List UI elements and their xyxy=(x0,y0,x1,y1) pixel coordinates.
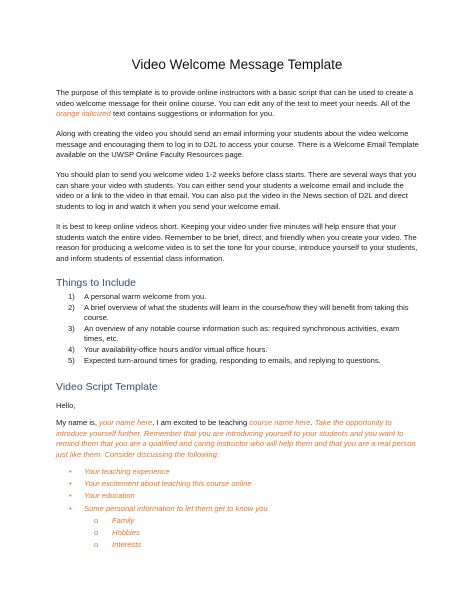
item-text: A brief overview of what the students will learn in the course/how they will benefit from taking this course. xyxy=(84,302,409,323)
page-title: Video Welcome Message Template xyxy=(131,57,343,72)
item-number: 5) xyxy=(68,355,75,365)
list-item xyxy=(56,324,420,345)
item-number: 3) xyxy=(68,323,75,333)
script-text-1: My name is, xyxy=(56,418,100,427)
item-text: Your teaching experience xyxy=(84,467,170,476)
item-text: Your education xyxy=(84,491,135,501)
item-text: Your excitement about teaching this course online xyxy=(84,479,252,489)
list-item xyxy=(56,356,420,367)
hello-line: Hello, xyxy=(56,401,76,410)
item-number: 4) xyxy=(68,344,75,354)
bullet-icon: • xyxy=(69,503,72,513)
list-item xyxy=(56,292,420,303)
intro-highlight: orange italicized xyxy=(56,109,111,119)
list-item xyxy=(56,466,420,478)
script-text-3: . xyxy=(310,418,315,427)
list-item xyxy=(84,527,420,539)
item-text: An overview of any notable course information such as: required synchronous activities, exam times, etc. xyxy=(84,323,400,344)
bullet-icon: • xyxy=(69,479,72,489)
list-item xyxy=(56,345,420,356)
item-text: Interests xyxy=(112,540,142,550)
list-item xyxy=(84,539,420,551)
course-placeholder: course name here xyxy=(249,418,311,427)
item-text: Expected turn-around times for grading, responding to emails, and replying to questions. xyxy=(84,355,381,365)
intro-paragraph xyxy=(56,88,420,120)
item-text: Hobbies xyxy=(112,528,140,538)
script-advice: Take the opportunity to introduce yourself further. Remember that you are introducing yourself to your students and you want to remind them that you are a qualified and caring instructor who will help them and that you are a real person just like them. Consider discussing the following: xyxy=(56,418,416,459)
length-paragraph: It is best to keep online videos short. Keeping your video under five minutes will help ensure that your students watch the entire video. Remember to be brief, direct, and friendly when you create your video. The reason for producing a welcome video is to set the tone for your course, introduce yourself to your students, and inform students of essential class information. xyxy=(56,222,418,263)
bullet-icon: • xyxy=(69,467,72,476)
item-text: Some personal information to let them get to know you xyxy=(84,503,268,513)
personal-info-sublist xyxy=(84,515,420,552)
script-text-2: , I am excited to be teaching xyxy=(152,418,250,427)
list-item xyxy=(56,303,420,324)
script-heading: Video Script Template xyxy=(56,381,158,393)
sharing-paragraph: You should plan to send you welcome video 1-2 weeks before class starts. There are several ways that you can share your video with students. You can either send your students a welcome email and include the video or a link to the video in that email. You can also put the video in the News section of D2L and direct students to log in and watch it when you send your welcome email. xyxy=(56,170,417,211)
intro-text-1: The purpose of this template is to provide online instructors with a basic script that can be used to create a video welcome message for their online course. You can edit any of the text to meet your needs. All of the xyxy=(56,88,414,108)
suggestions-list xyxy=(56,466,420,551)
script-paragraph xyxy=(56,418,420,460)
bullet-icon: • xyxy=(69,491,72,501)
item-number: 2) xyxy=(68,302,75,312)
item-number: 1) xyxy=(68,292,75,301)
sub-bullet-icon: o xyxy=(94,528,99,538)
things-list xyxy=(56,292,420,366)
item-text: A personal warm welcome from you. xyxy=(84,292,207,301)
list-item xyxy=(56,478,420,490)
things-heading: Things to Include xyxy=(56,277,136,289)
intro-text-2: text contains suggestions or information for you. xyxy=(110,109,275,119)
list-item xyxy=(56,503,420,552)
item-text: Family xyxy=(112,515,135,525)
list-item xyxy=(84,515,420,527)
list-item xyxy=(56,490,420,502)
sub-bullet-icon: o xyxy=(94,515,99,525)
name-placeholder: your name here xyxy=(99,418,153,427)
item-text: Your availability-office hours and/or virtual office hours. xyxy=(84,344,268,354)
sub-bullet-icon: o xyxy=(94,540,99,550)
email-paragraph: Along with creating the video you should send an email informing your students about the video welcome message and encouraging them to log in to D2L to access your course. There is a Welcome Email Template available on the UWSP Online Faculty Resources page. xyxy=(56,129,419,160)
